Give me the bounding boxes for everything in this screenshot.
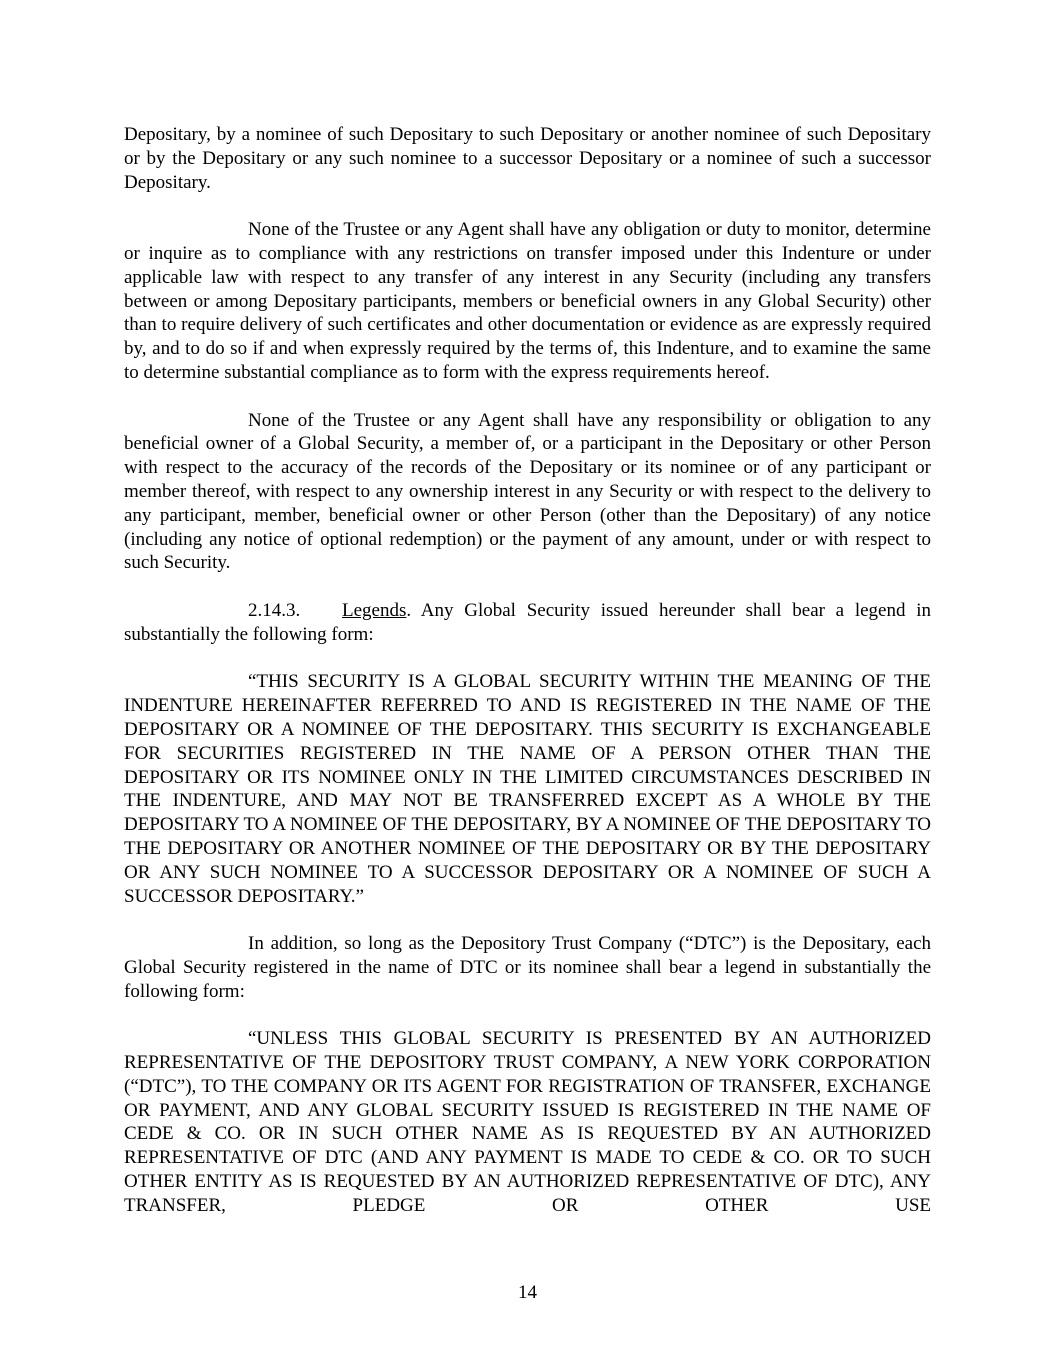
section-heading: Legends	[342, 599, 407, 621]
paragraph-continuation: Depositary, by a nominee of such Depositary to such Depositary or another nominee of such Depositary or by the Depositary or any such nominee to a successor Depositary or a nominee of such a successor Depositary.	[124, 124, 931, 193]
page-number: 14	[518, 1282, 537, 1303]
document-page	[124, 123, 931, 1241]
paragraph-trustee-responsibility: None of the Trustee or any Agent shall have any responsibility or obligation to any beneficial owner of a Global Security, a member of, or a participant in the Depositary or other Person with respect to the accuracy of the records of the Depositary or its nominee or of any participant or member thereof, with respect to any ownership interest in any Security or with respect to the delivery to any participant, member, beneficial owner or other Person (other than the Depositary) of any notice (including any notice of optional redemption) or the payment of any amount, under or with respect to such Security.	[124, 409, 931, 574]
legend-global-security: “THIS SECURITY IS A GLOBAL SECURITY WITHIN THE MEANING OF THE INDENTURE HEREINAFTER REFERRED TO AND IS REGISTERED IN THE NAME OF THE DEPOSITARY OR A NOMINEE OF THE DEPOSITARY. THIS SECURITY IS EXCHANGEABLE FOR SECURITIES REGISTERED IN THE NAME OF A PERSON OTHER THAN THE DEPOSITARY OR ITS NOMINEE ONLY IN THE LIMITED CIRCUMSTANCES DESCRIBED IN THE INDENTURE, AND MAY NOT BE TRANSFERRED EXCEPT AS A WHOLE BY THE DEPOSITARY TO A NOMINEE OF THE DEPOSITARY, BY A NOMINEE OF THE DEPOSITARY TO THE DEPOSITARY OR ANOTHER NOMINEE OF THE DEPOSITARY OR BY THE DEPOSITARY OR ANY SUCH NOMINEE TO A SUCCESSOR DEPOSITARY OR A NOMINEE OF SUCH A SUCCESSOR DEPOSITARY.”	[124, 671, 931, 907]
legend-dtc: “UNLESS THIS GLOBAL SECURITY IS PRESENTED BY AN AUTHORIZED REPRESENTATIVE OF THE DEPOSITORY TRUST COMPANY, A NEW YORK CORPORATION (“DTC”), TO THE COMPANY OR ITS AGENT FOR REGISTRATION OF TRANSFER, EXCHANGE OR PAYMENT, AND ANY GLOBAL SECURITY ISSUED IS REGISTERED IN THE NAME OF CEDE & CO. OR IN SUCH OTHER NAME AS IS REQUESTED BY AN AUTHORIZED REPRESENTATIVE OF DTC (AND ANY PAYMENT IS MADE TO CEDE & CO. OR TO SUCH OTHER ENTITY AS IS REQUESTED BY AN AUTHORIZED REPRESENTATIVE OF DTC), ANY TRANSFER, PLEDGE OR OTHER USE	[124, 1028, 931, 1216]
section-number: 2.14.3.	[248, 599, 301, 621]
section-text: . Any Global Security issued hereunder shall bear a legend in substantially the following form:	[124, 599, 931, 645]
paragraph-legends-section	[124, 599, 931, 647]
paragraph-dtc-addition: In addition, so long as the Depository Trust Company (“DTC”) is the Depositary, each Global Security registered in the name of DTC or its nominee shall bear a legend in substantially the following form:	[124, 933, 931, 1002]
paragraph-trustee-monitor: None of the Trustee or any Agent shall have any obligation or duty to monitor, determine or inquire as to compliance with any restrictions on transfer imposed under this Indenture or under applicable law with respect to any transfer of any interest in any Security (including any transfers between or among Depositary participants, members or beneficial owners in any Global Security) other than to require delivery of such certificates and other documentation or evidence as are expressly required by, and to do so if and when expressly required by the terms of, this Indenture, and to examine the same to determine substantial compliance as to form with the express requirements hereof.	[124, 219, 931, 383]
